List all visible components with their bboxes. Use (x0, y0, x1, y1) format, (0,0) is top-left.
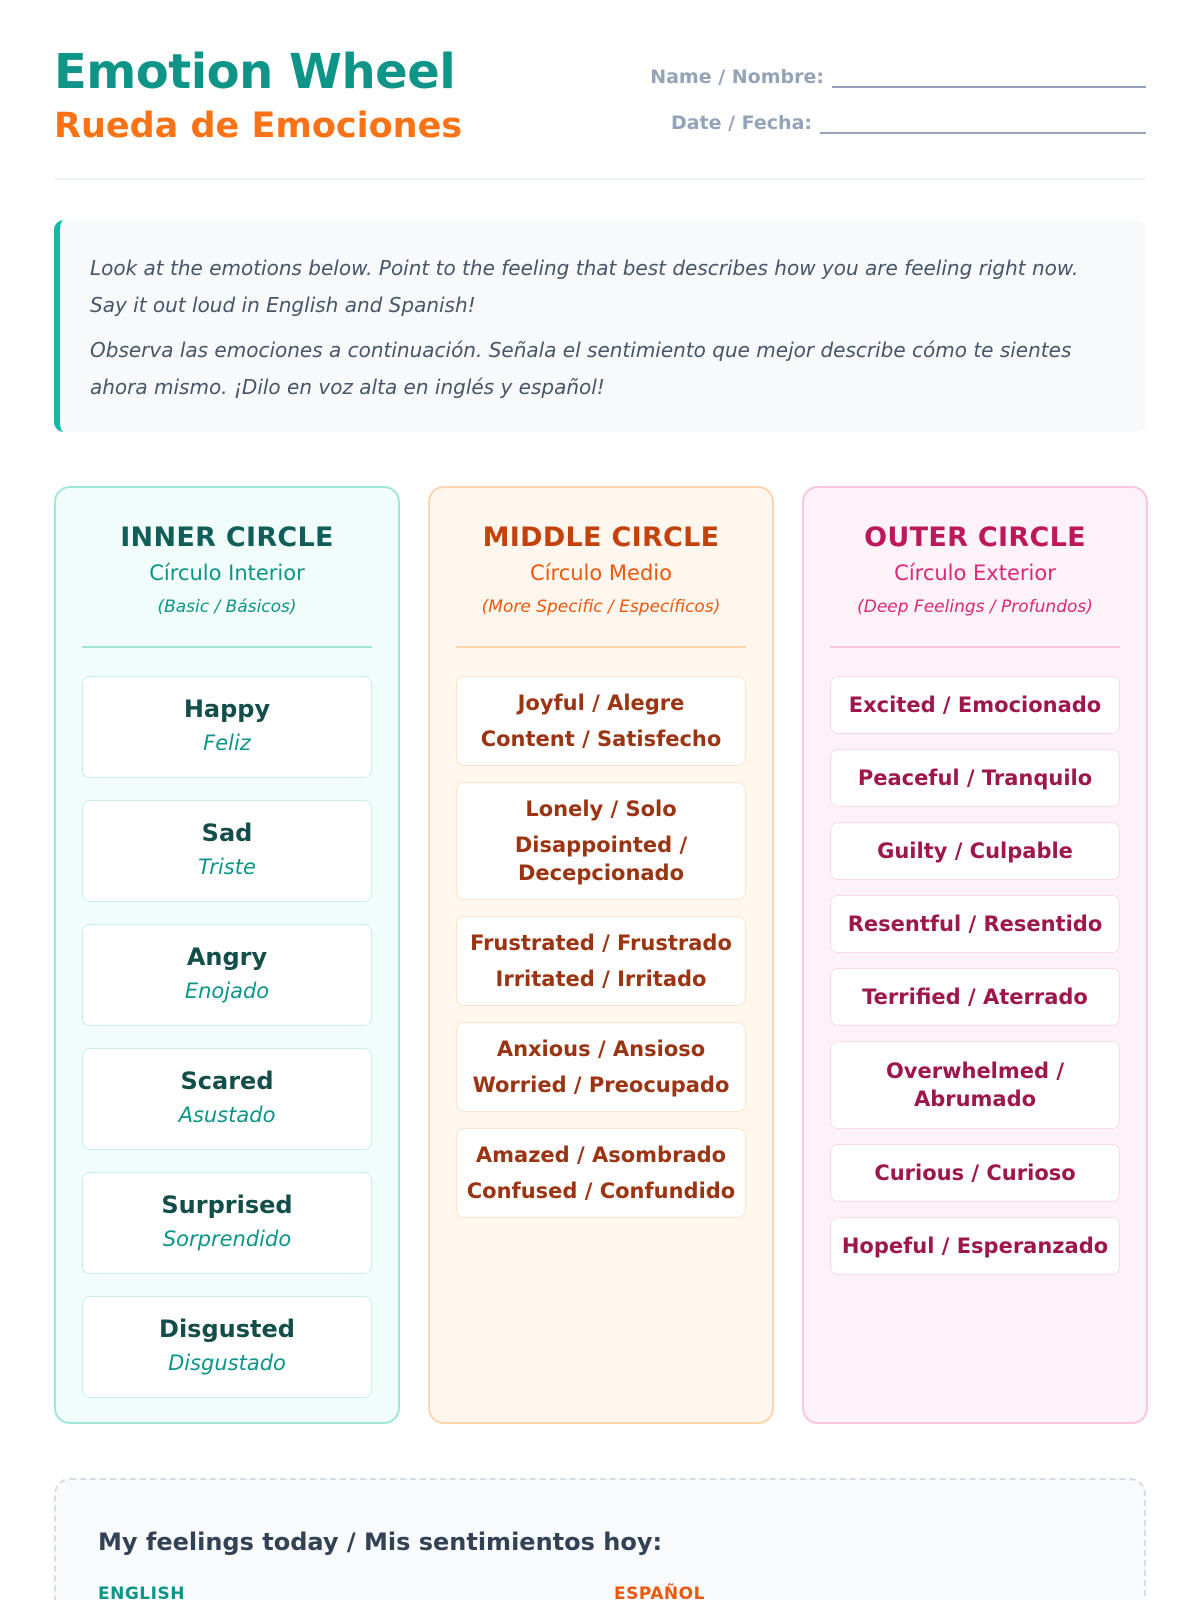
emotion-card-disgusted[interactable] (82, 1296, 372, 1398)
emotion-line: Lonely / Solo (525, 797, 677, 821)
inner-circle-title: INNER CIRCLE (120, 522, 334, 553)
emotion-card-anxious-worried[interactable] (456, 1022, 746, 1112)
name-field[interactable] (650, 66, 1146, 88)
emotion-spanish: Feliz (203, 731, 251, 755)
emotion-english: Happy (183, 695, 271, 723)
middle-circle-title: MIDDLE CIRCLE (482, 522, 720, 553)
middle-circle-subtitle: Círculo Medio (530, 561, 672, 585)
instructions-english: Look at the emotions below. Point to the feeling that best describes how you are feeling right now. Say it out loud in English and Spanish! (90, 256, 1079, 317)
emotion-line: Confused / Confundido (466, 1179, 736, 1203)
emotion-spanish: Disgustado (168, 1351, 286, 1375)
inner-circle-header (82, 488, 372, 648)
emotion-card-curious[interactable] (830, 1144, 1120, 1202)
inner-circle-subtitle: Círculo Interior (149, 561, 305, 585)
page-subtitle: Rueda de Emociones (54, 106, 463, 146)
emotion-card-lonely-disappointed[interactable] (456, 782, 746, 900)
date-line[interactable] (820, 116, 1146, 134)
emotion-card-frustrated-irritated[interactable] (456, 916, 746, 1006)
emotion-line: Frustrated / Frustrado (470, 931, 732, 955)
name-line[interactable] (832, 70, 1146, 88)
emotion-card-hopeful[interactable] (830, 1217, 1120, 1275)
emotion-text: Peaceful / Tranquilo (857, 766, 1093, 790)
spanish-answer-label: ESPAÑOL (614, 1584, 705, 1600)
emotion-card-overwhelmed[interactable] (830, 1041, 1120, 1129)
inner-circle-column (54, 486, 400, 1424)
emotion-english: Disgusted (159, 1315, 295, 1343)
emotion-spanish: Sorprendido (162, 1227, 292, 1251)
emotion-card-guilty[interactable] (830, 822, 1120, 880)
emotion-card-amazed-confused[interactable] (456, 1128, 746, 1218)
outer-circle-subtitle: Círculo Exterior (894, 561, 1056, 585)
emotion-text: Curious / Curioso (874, 1161, 1076, 1185)
outer-circle-note: (Deep Feelings / Profundos) (857, 597, 1093, 617)
emotion-text: Resentful / Resentido (847, 912, 1103, 936)
name-label: Name / Nombre: (650, 66, 824, 88)
emotion-card-joyful-content[interactable] (456, 676, 746, 766)
emotion-english: Angry (186, 943, 268, 971)
emotion-text: Hopeful / Esperanzado (841, 1234, 1109, 1258)
middle-circle-header (456, 488, 746, 648)
emotion-line: Irritated / Irritado (495, 967, 707, 991)
emotion-text: Guilty / Culpable (877, 839, 1073, 863)
middle-circle-note: (More Specific / Específicos) (481, 597, 721, 617)
worksheet-header (54, 44, 1146, 180)
emotion-card-scared[interactable] (82, 1048, 372, 1150)
emotion-card-resentful[interactable] (830, 895, 1120, 953)
emotion-spanish: Triste (198, 855, 256, 879)
emotion-spanish: Asustado (178, 1103, 276, 1127)
emotion-card-angry[interactable] (82, 924, 372, 1026)
emotion-line: Disappointed / Decepcionado (514, 833, 688, 885)
emotion-text: Terrified / Aterrado (862, 985, 1088, 1009)
emotion-line: Content / Satisfecho (480, 727, 722, 751)
inner-circle-note: (Basic / Básicos) (157, 597, 297, 617)
emotion-card-sad[interactable] (82, 800, 372, 902)
emotion-card-surprised[interactable] (82, 1172, 372, 1274)
middle-circle-column (428, 486, 774, 1424)
emotion-card-excited[interactable] (830, 676, 1120, 734)
page-title: Emotion Wheel (54, 44, 456, 100)
date-label: Date / Fecha: (670, 112, 812, 134)
emotion-card-terrified[interactable] (830, 968, 1120, 1026)
emotion-line: Worried / Preocupado (472, 1073, 730, 1097)
emotion-line: Joyful / Alegre (517, 691, 685, 715)
outer-circle-header (830, 488, 1120, 648)
emotion-english: Sad (201, 819, 253, 847)
emotion-text: Overwhelmed / Abrumado (885, 1059, 1065, 1111)
emotion-spanish: Enojado (184, 979, 270, 1003)
emotion-line: Anxious / Ansioso (496, 1037, 706, 1061)
feelings-today-box (54, 1478, 1146, 1600)
outer-circle-column (802, 486, 1148, 1424)
outer-circle-title: OUTER CIRCLE (864, 522, 1086, 553)
emotion-english: Surprised (161, 1191, 293, 1219)
instructions-box (54, 220, 1146, 432)
emotion-line: Amazed / Asombrado (475, 1143, 727, 1167)
emotion-card-peaceful[interactable] (830, 749, 1120, 807)
emotion-text: Excited / Emocionado (848, 693, 1102, 717)
english-answer-label: ENGLISH (98, 1584, 185, 1600)
date-field[interactable] (671, 112, 1146, 134)
emotion-english: Scared (180, 1067, 274, 1095)
emotion-card-happy[interactable] (82, 676, 372, 778)
feelings-title: My feelings today / Mis sentimientos hoy: (98, 1528, 663, 1556)
instructions-spanish: Observa las emociones a continuación. Señala el sentimiento que mejor describe cómo te sientes ahora mismo. ¡Dilo en voz alta en inglés y español! (90, 338, 1072, 399)
